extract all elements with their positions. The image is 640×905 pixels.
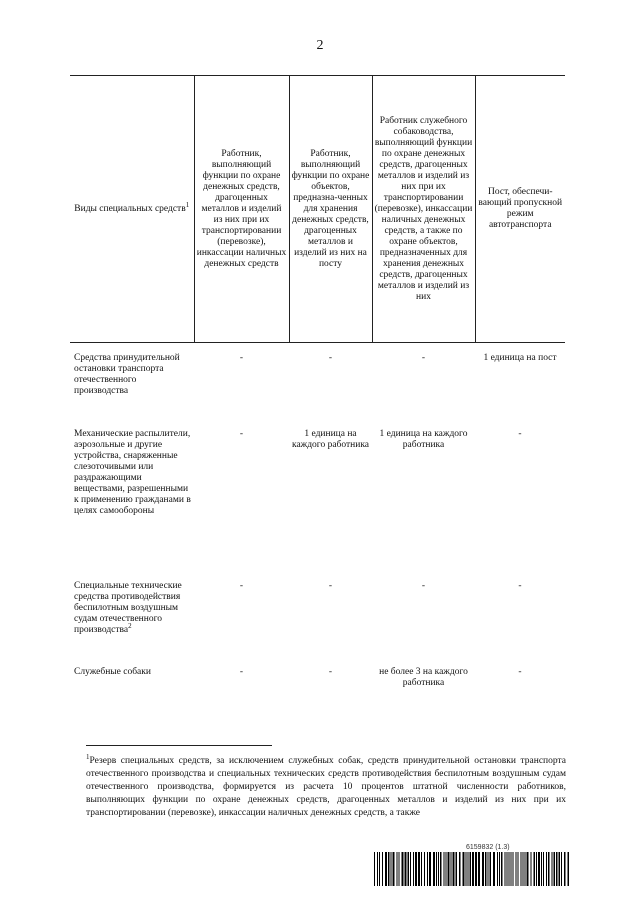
barcode-bar — [451, 852, 452, 886]
barcode-bar — [427, 852, 428, 886]
barcode-bar — [493, 852, 495, 886]
barcode-bar — [410, 852, 411, 886]
barcode-bar — [525, 852, 526, 886]
barcode-bar — [438, 852, 439, 886]
barcode-bar — [402, 852, 404, 886]
row-name: Специальные технические средства противодействия беспилотным воздушным судам отечественного производства$^2$ — [74, 581, 182, 635]
barcode-bar — [405, 852, 407, 886]
barcode-bar — [509, 852, 510, 886]
barcode-bar — [453, 852, 455, 886]
table-cell: 1 единица на пост — [483, 353, 557, 363]
header-vehicle-checkpoint: Пост, обеспечи-вающий пропускной режим автотранспорта — [475, 76, 565, 343]
barcode-bar — [561, 852, 562, 886]
barcode-bar — [523, 852, 524, 886]
barcode-bar — [556, 852, 558, 886]
barcode-bar — [408, 852, 410, 886]
barcode-bar — [536, 852, 537, 886]
barcode-bar — [397, 852, 398, 886]
barcode-bar — [421, 852, 422, 886]
row-name: Механические распылители, аэрозольные и другие устройства, снаряженные слезоточивыми или раздражающими веществами, разрешенными к применению гражданами в целях самообороны — [74, 429, 191, 516]
footnote — [86, 752, 566, 820]
header-dog-service-worker: Работник служебного собаководства, выполняющий функции по охране денежных средств, драгоценных металлов и изделий из них при их транспортировании (перевозке), инкассации наличных денежных средств, а также по охране объектов, предназначенных для хранения денежных средств, драгоценных металлов и изделий из них — [372, 76, 475, 343]
header-transport-guard: Работник, выполняющий функции по охране денежных средств, драгоценных металлов и изделий из них при их транспортировании (перевозке), инкассации наличных денежных средств — [194, 76, 289, 343]
row-name: Служебные собаки — [74, 667, 151, 677]
barcode-bar — [472, 852, 474, 886]
table-cell: - — [239, 581, 244, 591]
footnote-separator — [86, 745, 272, 746]
barcode-bar — [440, 852, 442, 886]
barcode-bar — [399, 852, 400, 886]
table-cell: - — [239, 353, 244, 363]
table-cell: - — [421, 581, 426, 591]
barcode-bar — [374, 852, 375, 886]
barcode-id: 6159832 (1.3) — [466, 844, 510, 851]
table-row — [70, 429, 565, 581]
special-means-table — [70, 75, 565, 717]
barcode-bar — [379, 852, 380, 886]
barcode-bar — [475, 852, 477, 886]
barcode-bar — [531, 852, 532, 886]
barcode-bar — [541, 852, 542, 886]
barcode-bar — [382, 852, 383, 886]
table-row — [70, 667, 565, 717]
barcode-bar — [488, 852, 489, 886]
barcode-bar — [490, 852, 492, 886]
barcode-bar — [468, 852, 469, 886]
footnote-mark: 2 — [128, 621, 132, 630]
barcode-bar — [538, 852, 540, 886]
barcode-bar — [511, 852, 512, 886]
barcode-bar — [393, 852, 395, 886]
table-cell: - — [328, 581, 333, 591]
barcode-bar — [446, 852, 447, 886]
barcode-bar — [466, 852, 467, 886]
table-cell: - — [421, 353, 426, 363]
barcode-bar — [521, 852, 522, 886]
barcode-bar — [527, 852, 529, 886]
barcode-bar — [554, 852, 556, 886]
footnote-text: Резерв специальных средств, за исключением служебных собак, средств принудительной остановки транспорта отечественного производства и специальных технических средств противодействия беспилотным воздушным судам отечественного производства, формируется из расчета 10 процентов штатной численности работников, выполняющих функции по охране денежных средств, драгоценных металлов и изделий из них при их транспортировании (перевозке), инкассации наличных денежных средств, а также — [86, 756, 566, 818]
barcode-bar — [391, 852, 392, 886]
table-cell: 1 единица на каждого работника — [379, 429, 468, 450]
barcode-bar — [548, 852, 550, 886]
table-cell: - — [518, 667, 522, 677]
header-label: Виды специальных средств — [74, 203, 186, 214]
barcode-bar — [482, 852, 484, 886]
row-name: Средства принудительной остановки транспорта отечественного производства — [74, 353, 180, 396]
table-cell: не более 3 на каждого работника — [379, 667, 468, 688]
table-cell: - — [239, 429, 244, 439]
table-cell: - — [518, 581, 522, 591]
table-row — [70, 353, 565, 429]
barcode-bar — [518, 852, 519, 886]
barcode-bar — [459, 852, 461, 886]
header-special-means-type — [70, 76, 194, 343]
barcode-bar — [470, 852, 472, 886]
barcode-bar — [497, 852, 498, 886]
barcode-bar — [448, 852, 450, 886]
barcode-bar — [546, 852, 547, 886]
barcode-bar — [385, 852, 387, 886]
barcode-image — [374, 852, 570, 886]
header-object-guard: Работник, выполняющий функции по охране объектов, предназна-ченных для хранения денежных средств, драгоценных металлов и изделий из них на посту — [289, 76, 372, 343]
barcode-bar — [564, 852, 566, 886]
barcode-bar — [433, 852, 435, 886]
barcode-bar — [436, 852, 437, 886]
barcode-bar — [568, 852, 570, 886]
barcode-bar — [478, 852, 480, 886]
footnote-mark: 1 — [86, 752, 90, 761]
table-header-row — [70, 76, 565, 343]
barcode-bar — [424, 852, 425, 886]
barcode-bar — [501, 852, 503, 886]
barcode-bar — [377, 852, 378, 886]
table-cell: - — [239, 667, 244, 677]
table-cell: 1 единица на каждого работника — [291, 429, 370, 450]
barcode-bar — [559, 852, 561, 886]
table-cell: - — [328, 353, 333, 363]
barcode-bar — [499, 852, 500, 886]
barcode-bar — [415, 852, 417, 886]
barcode-bar — [534, 852, 536, 886]
barcode-bar — [507, 852, 508, 886]
barcode-bar — [388, 852, 390, 886]
barcode-bar — [543, 852, 544, 886]
barcode-bar — [505, 852, 506, 886]
page-number: 2 — [316, 38, 324, 53]
barcode-bar — [444, 852, 445, 886]
barcode-bar — [413, 852, 414, 886]
table-cell: - — [518, 429, 522, 439]
barcode-bar — [516, 852, 517, 886]
barcode-bar — [456, 852, 458, 886]
barcode-bar — [463, 852, 465, 886]
barcode-bar — [429, 852, 431, 886]
barcode-bar — [513, 852, 514, 886]
barcode-bar — [485, 852, 487, 886]
table-row — [70, 581, 565, 667]
footnote-mark: 1 — [185, 200, 190, 209]
barcode-bar — [552, 852, 553, 886]
barcode-bar — [418, 852, 420, 886]
table-cell: - — [328, 667, 333, 677]
